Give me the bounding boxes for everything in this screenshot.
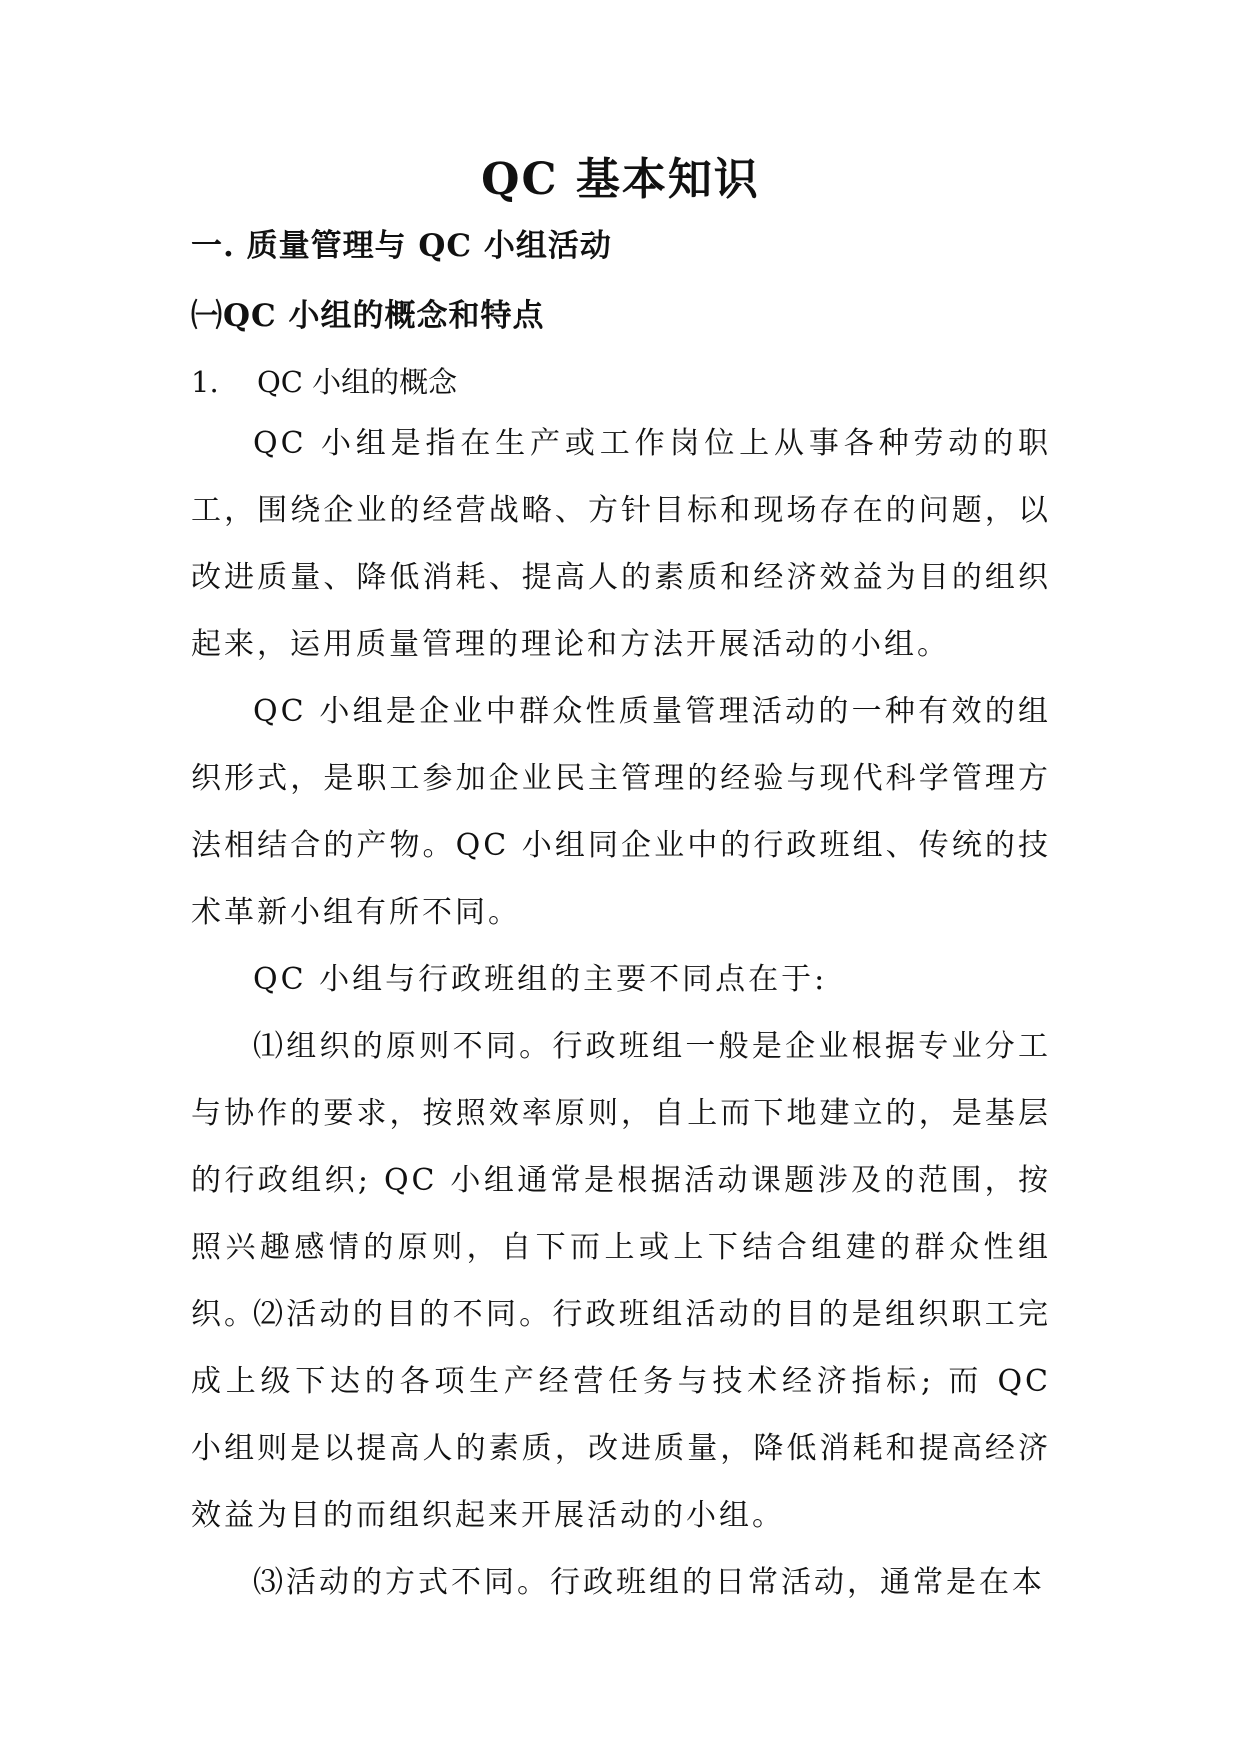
numbered-item — [191, 358, 457, 406]
paragraph-3: QC 小组与行政班组的主要不同点在于: — [253, 962, 828, 997]
paragraph-4: ⑴组织的原则不同。行政班组一般是企业根据专业分工与协作的要求，按照效率原则，自上而下地建立的，是基层的行政组织; QC 小组通常是根据活动课题涉及的范围，按照兴趣感情的原则，自下而上或上下结合组建的群众性组织。 — [191, 1029, 1051, 1332]
paragraph-1: QC 小组是指在生产或工作岗位上从事各种劳动的职工，围绕企业的经营战略、方针目标和现场存在的问题，以改进质量、降低消耗、提高人的素质和经济效益为目的组织起来，运用质量管理的理论和方法开展活动的小组。 — [191, 426, 1051, 662]
item-number: 1. — [191, 365, 219, 399]
item-text: QC 小组的概念 — [257, 365, 458, 399]
paragraph-2: QC 小组是企业中群众性质量管理活动的一种有效的组织形式，是职工参加企业民主管理的经验与现代科学管理方法相结合的产物。QC 小组同企业中的行政班组、传统的技术革新小组有所不同。 — [191, 694, 1051, 930]
subsection-heading: ㈠QC 小组的概念和特点 — [191, 298, 545, 334]
section-heading: 一. 质量管理与 QC 小组活动 — [191, 228, 612, 264]
document-title: QC 基本知识 — [481, 154, 760, 205]
paragraph-6: ⑶活动的方式不同。行政班组的日常活动，通常是在本 — [253, 1565, 1045, 1600]
paragraph-5: ⑵活动的目的不同。行政班组活动的目的是组织职工完成上级下达的各项生产经营任务与技术经济指标; 而 QC 小组则是以提高人的素质，改进质量，降低消耗和提高经济效益为目的而组织起来开展活动的小组。 — [191, 1297, 1051, 1533]
